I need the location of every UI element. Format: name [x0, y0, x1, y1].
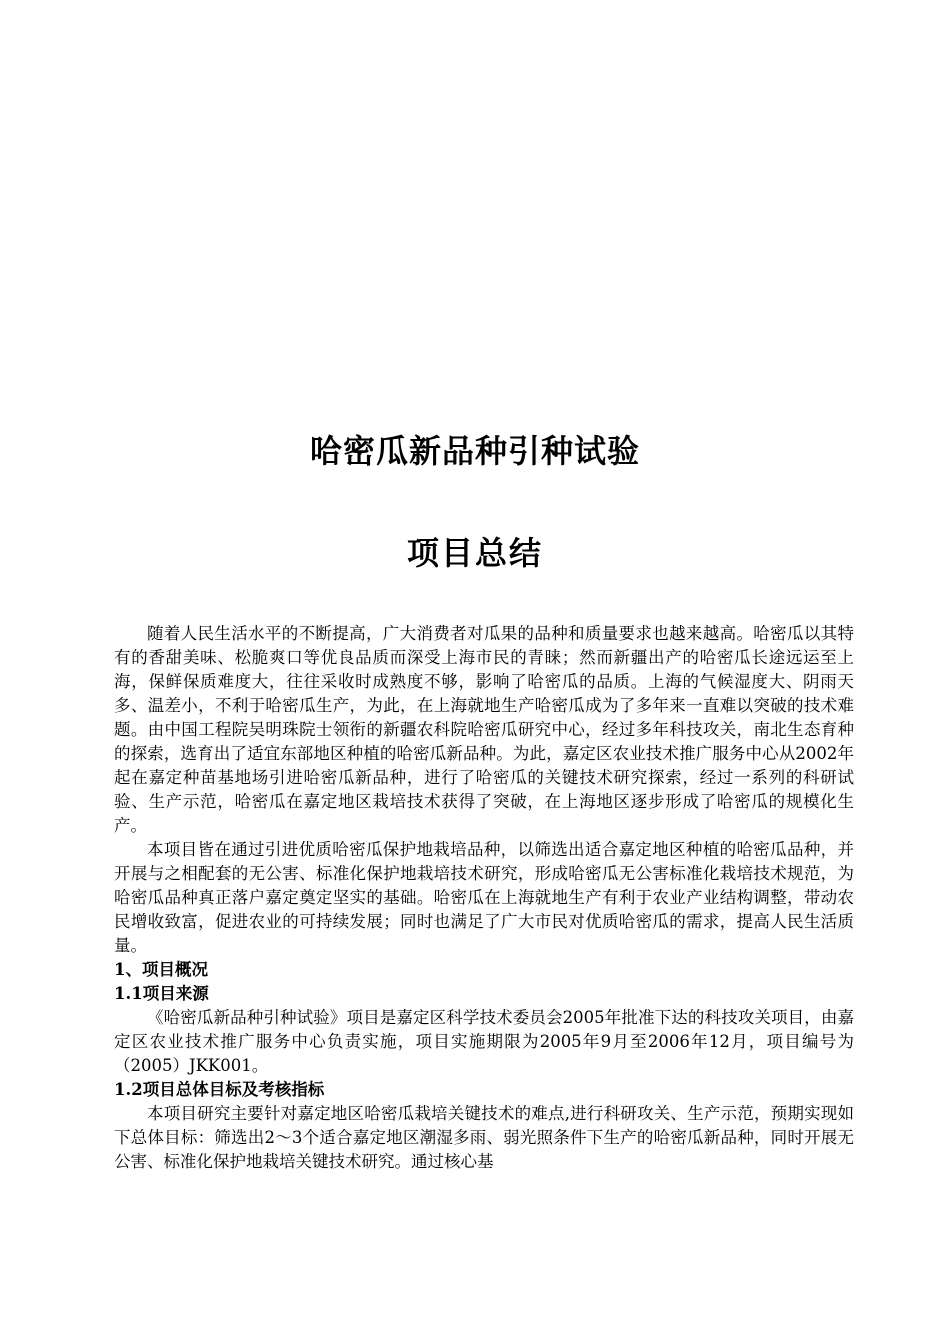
paragraph-goals: 本项目研究主要针对嘉定地区哈密瓜栽培关键技术的难点,进行科研攻关、生产示范，预期实现如下总体目标：筛选出2～3个适合嘉定地区潮湿多雨、弱光照条件下生产的哈密瓜新品种，同时开展无公害、标准化保护地栽培关键技术研究。通过核心基 [114, 1104, 854, 1171]
paragraph-source: 《哈密瓜新品种引种试验》项目是嘉定区科学技术委员会2005年批准下达的科技攻关项目，由嘉定区农业技术推广服务中心负责实施，项目实施期限为2005年9月至2006年12月，项目编号为（2005）JKK001。 [114, 1008, 854, 1075]
document-body [114, 622, 854, 1174]
document-subtitle: 项目总结 [406, 534, 543, 572]
document-title: 哈密瓜新品种引种试验 [309, 432, 640, 470]
paragraph-intro-1: 随着人民生活水平的不断提高，广大消费者对瓜果的品种和质量要求也越来越高。哈密瓜以其特有的香甜美味、松脆爽口等优良品质而深受上海市民的青睐；然而新疆出产的哈密瓜长途远运至上海，保鲜保质难度大，往往采收时成熟度不够，影响了哈密瓜的品质。上海的气候湿度大、阴雨天多、温差小，不利于哈密瓜生产，为此，在上海就地生产哈密瓜成为了多年来一直难以突破的技术难题。由中国工程院吴明珠院士领衔的新疆农科院哈密瓜研究中心，经过多年科技攻关，南北生态育种的探索，选育出了适宜东部地区种植的哈密瓜新品种。为此，嘉定区农业技术推广服务中心从2002年起在嘉定种苗基地场引进哈密瓜新品种，进行了哈密瓜的关键技术研究探索，经过一系列的科研试验、生产示范，哈密瓜在嘉定地区栽培技术获得了突破，在上海地区逐步形成了哈密瓜的规模化生产。 [114, 624, 854, 835]
paragraph-intro-2: 本项目皆在通过引进优质哈密瓜保护地栽培品种，以筛选出适合嘉定地区种植的哈密瓜品种，并开展与之相配套的无公害、标准化保护地栽培技术研究，形成哈密瓜无公害标准化栽培技术规范，为哈密瓜品种真正落户嘉定奠定坚实的基础。哈密瓜在上海就地生产有利于农业产业结构调整，带动农民增收致富，促进农业的可持续发展；同时也满足了广大市民对优质哈密瓜的需求，提高人民生活质量。 [114, 840, 854, 955]
heading-section-1-2: 1.2项目总体目标及考核指标 [114, 1080, 325, 1099]
heading-section-1: 1、项目概况 [114, 960, 208, 979]
heading-section-1-1: 1.1项目来源 [114, 984, 209, 1003]
